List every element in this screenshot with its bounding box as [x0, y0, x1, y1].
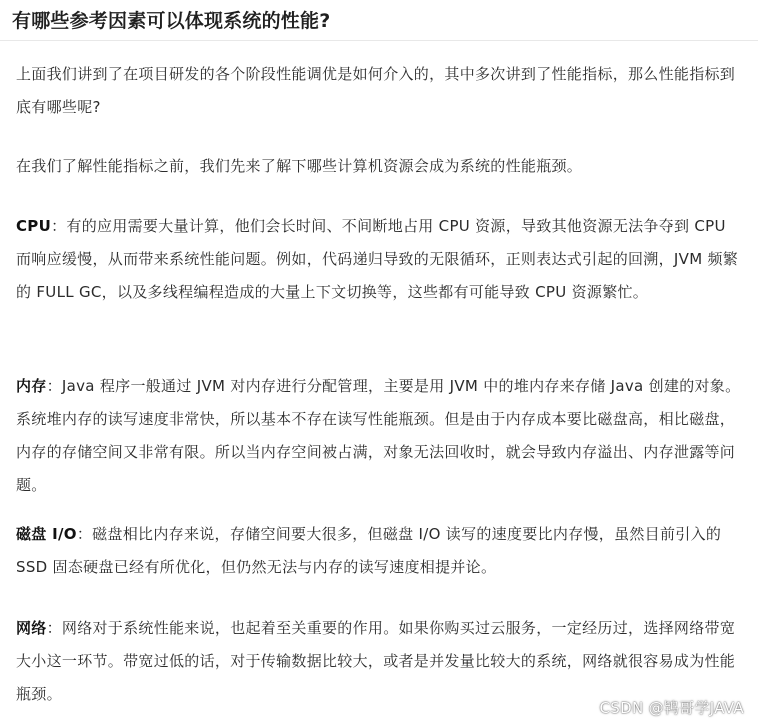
- intro-paragraph: 上面我们讲到了在项目研发的各个阶段性能调优是如何介入的，其中多次讲到了性能指标，那么性能指标到底有哪些呢?: [16, 65, 736, 116]
- cpu-text: ：有的应用需要大量计算，他们会长时间、不间断地占用 CPU 资源，导致其他资源无法争夺到 CPU 而响应缓慢，从而带来系统性能问题。例如，代码递归导致的无限循环，正则表达式引起的回溯，JVM 频繁的 FULL GC，以及多线程编程造成的大量上下文切换等，这些都有可能导致 CPU 资源繁忙。: [16, 217, 739, 301]
- article-heading: 有哪些参考因素可以体现系统的性能?: [12, 10, 331, 32]
- cpu-paragraph: [16, 210, 744, 309]
- resources-intro-paragraph: 在我们了解性能指标之前，我们先来了解下哪些计算机资源会成为系统的性能瓶颈。: [16, 157, 583, 175]
- disk-io-term: 磁盘 I/O: [16, 525, 77, 543]
- memory-text: ：Java 程序一般通过 JVM 对内存进行分配管理，主要是用 JVM 中的堆内存来存储 Java 创建的对象。系统堆内存的读写速度非常快，所以基本不存在读写性能瓶颈。但是由于内存成本要比磁盘高，相比磁盘，内存的存储空间又非常有限。所以当内存空间被占满，对象无法回收时，就会导致内存溢出、内存泄露等问题。: [16, 377, 741, 494]
- disk-io-paragraph: [16, 518, 744, 584]
- heading-divider: [0, 40, 758, 41]
- memory-paragraph: [16, 370, 744, 502]
- disk-io-text: ：磁盘相比内存来说，存储空间要大很多，但磁盘 I/O 读写的速度要比内存慢，虽然目前引入的 SSD 固态硬盘已经有所优化，但仍然无法与内存的读写速度相提并论。: [16, 525, 722, 576]
- memory-term: 内存: [16, 377, 47, 395]
- network-text: ：网络对于系统性能来说，也起着至关重要的作用。如果你购买过云服务，一定经历过，选择网络带宽大小这一环节。带宽过低的话，对于传输数据比较大，或者是并发量比较大的系统，网络就很容易成为性能瓶颈。: [16, 619, 736, 703]
- network-term: 网络: [16, 619, 47, 637]
- csdn-watermark: CSDN @鸨哥学JAVA: [599, 699, 744, 717]
- cpu-term: CPU: [16, 217, 52, 235]
